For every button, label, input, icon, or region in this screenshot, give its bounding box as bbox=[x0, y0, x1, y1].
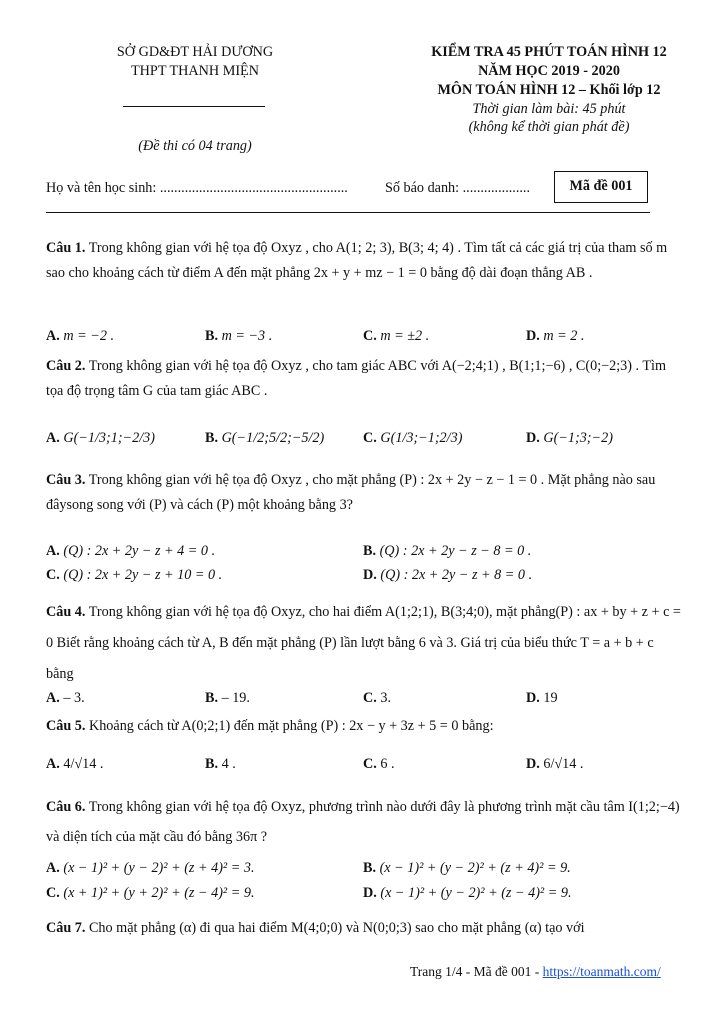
q3-option-b: B. (Q) : 2x + 2y − z − 8 = 0 . bbox=[363, 543, 532, 559]
q6-option-d: D. (x − 1)² + (y − 2)² + (z − 4)² = 9. bbox=[363, 885, 572, 901]
page-footer bbox=[410, 964, 661, 980]
q4-option-b: B. – 19. bbox=[205, 690, 250, 706]
q5-option-b: B. 4 . bbox=[205, 756, 236, 772]
q5-option-c: C. 6 . bbox=[363, 756, 395, 772]
time-limit: Thời gian làm bài: 45 phút bbox=[472, 101, 626, 117]
q1-option-c: C. m = ±2 . bbox=[363, 328, 430, 344]
student-id-field: Số báo danh: ................... bbox=[385, 180, 531, 196]
question-text: Trong không gian với hệ tọa độ Oxyz , cho A(1; 2; 3), B(3; 4; 4) . Tìm tất cả các giá trị của tham số m sao cho khoảng cách từ điểm A đến mặt phẳng 2x + y + mz − 1 = 0 bằng độ dài đoạn thẳng AB . bbox=[46, 240, 668, 281]
q1-option-d: D. m = 2 . bbox=[526, 328, 585, 344]
question-6: Câu 6. Trong không gian với hệ tọa độ Oxyz, phương trình nào dưới đây là phương trình mặt cầu tâm I(1;2;−4) và diện tích của mặt cầu đó bằng 36π ? bbox=[46, 799, 680, 845]
time-note: (không kể thời gian phát đề) bbox=[468, 119, 630, 135]
q1-option-b: B. m = −3 . bbox=[205, 328, 273, 344]
footer-text: Trang 1/4 - Mã đề 001 - bbox=[410, 964, 543, 979]
header-divider bbox=[46, 212, 650, 213]
exam-code: Mã đề 001 bbox=[569, 178, 633, 194]
q5-option-d: D. 6/√14 . bbox=[526, 756, 584, 772]
q6-option-b: B. (x − 1)² + (y − 2)² + (z + 4)² = 9. bbox=[363, 860, 571, 876]
school-name: THPT THANH MIỆN bbox=[131, 63, 259, 79]
question-5: Câu 5. Khoảng cách từ A(0;2;1) đến mặt phẳng (P) : 2x − y + 3z + 5 = 0 bằng: bbox=[46, 718, 494, 734]
q4-option-a: A. – 3. bbox=[46, 690, 85, 706]
q2-option-b: B. G(−1/2;5/2;−5/2) bbox=[205, 430, 325, 446]
question-2: Câu 2. Trong không gian với hệ tọa độ Oxyz , cho tam giác ABC với A(−2;4;1) , B(1;1;−6) , C(0;−2;3) . Tìm tọa độ trọng tâm G của tam giác ABC . bbox=[46, 358, 667, 399]
q3-option-c: C. (Q) : 2x + 2y − z + 10 = 0 . bbox=[46, 567, 223, 583]
pages-note: (Đề thi có 04 trang) bbox=[138, 138, 252, 154]
q3-option-a: A. (Q) : 2x + 2y − z + 4 = 0 . bbox=[46, 543, 216, 559]
q4-option-d: D. 19 bbox=[526, 690, 558, 706]
question-label: Câu 1. bbox=[46, 240, 86, 256]
q6-option-a: A. (x − 1)² + (y − 2)² + (z + 4)² = 3. bbox=[46, 860, 255, 876]
question-1 bbox=[46, 236, 682, 286]
question-4: Câu 4. Trong không gian với hệ tọa độ Oxyz, cho hai điểm A(1;2;1), B(3;4;0), mặt phẳng(P) : ax + by + z + c = 0 Biết rằng khoảng cách từ A, B đến mặt phẳng (P) lần lượt bằng 6 và 3. Giá trị của biểu thức T = a + b + c bằng bbox=[46, 604, 681, 682]
dept-name: SỞ GD&ĐT HẢI DƯƠNG bbox=[116, 44, 274, 60]
footer-link[interactable]: https://toanmath.com/ bbox=[542, 964, 661, 979]
student-name-field: Họ và tên học sinh: ..................................................... bbox=[46, 180, 348, 196]
q2-option-c: C. G(1/3;−1;2/3) bbox=[363, 430, 463, 446]
question-3: Câu 3. Trong không gian với hệ tọa độ Oxyz , cho mặt phẳng (P) : 2x + 2y − z − 1 = 0 . Mặt phẳng nào sau đâysong song với (P) và cách (P) một khoảng bằng 3? bbox=[46, 472, 656, 513]
q6-option-c: C. (x + 1)² + (y + 2)² + (z − 4)² = 9. bbox=[46, 885, 255, 901]
school-year: NĂM HỌC 2019 - 2020 bbox=[478, 63, 620, 79]
q2-option-a: A. G(−1/3;1;−2/3) bbox=[46, 430, 155, 446]
exam-title: KIỂM TRA 45 PHÚT TOÁN HÌNH 12 bbox=[431, 44, 667, 60]
question-7: Câu 7. Cho mặt phẳng (α) đi qua hai điểm M(4;0;0) và N(0;0;3) sao cho mặt phẳng (α) tạo với bbox=[46, 920, 585, 936]
q3-option-d: D. (Q) : 2x + 2y − z + 8 = 0 . bbox=[363, 567, 533, 583]
q5-option-a: A. 4/√14 . bbox=[46, 756, 104, 772]
q1-option-a: A. m = −2 . bbox=[46, 328, 115, 344]
q2-option-d: D. G(−1;3;−2) bbox=[526, 430, 613, 446]
subject: MÔN TOÁN HÌNH 12 – Khối lớp 12 bbox=[437, 82, 661, 98]
signature-line bbox=[123, 106, 265, 107]
q4-option-c: C. 3. bbox=[363, 690, 391, 706]
